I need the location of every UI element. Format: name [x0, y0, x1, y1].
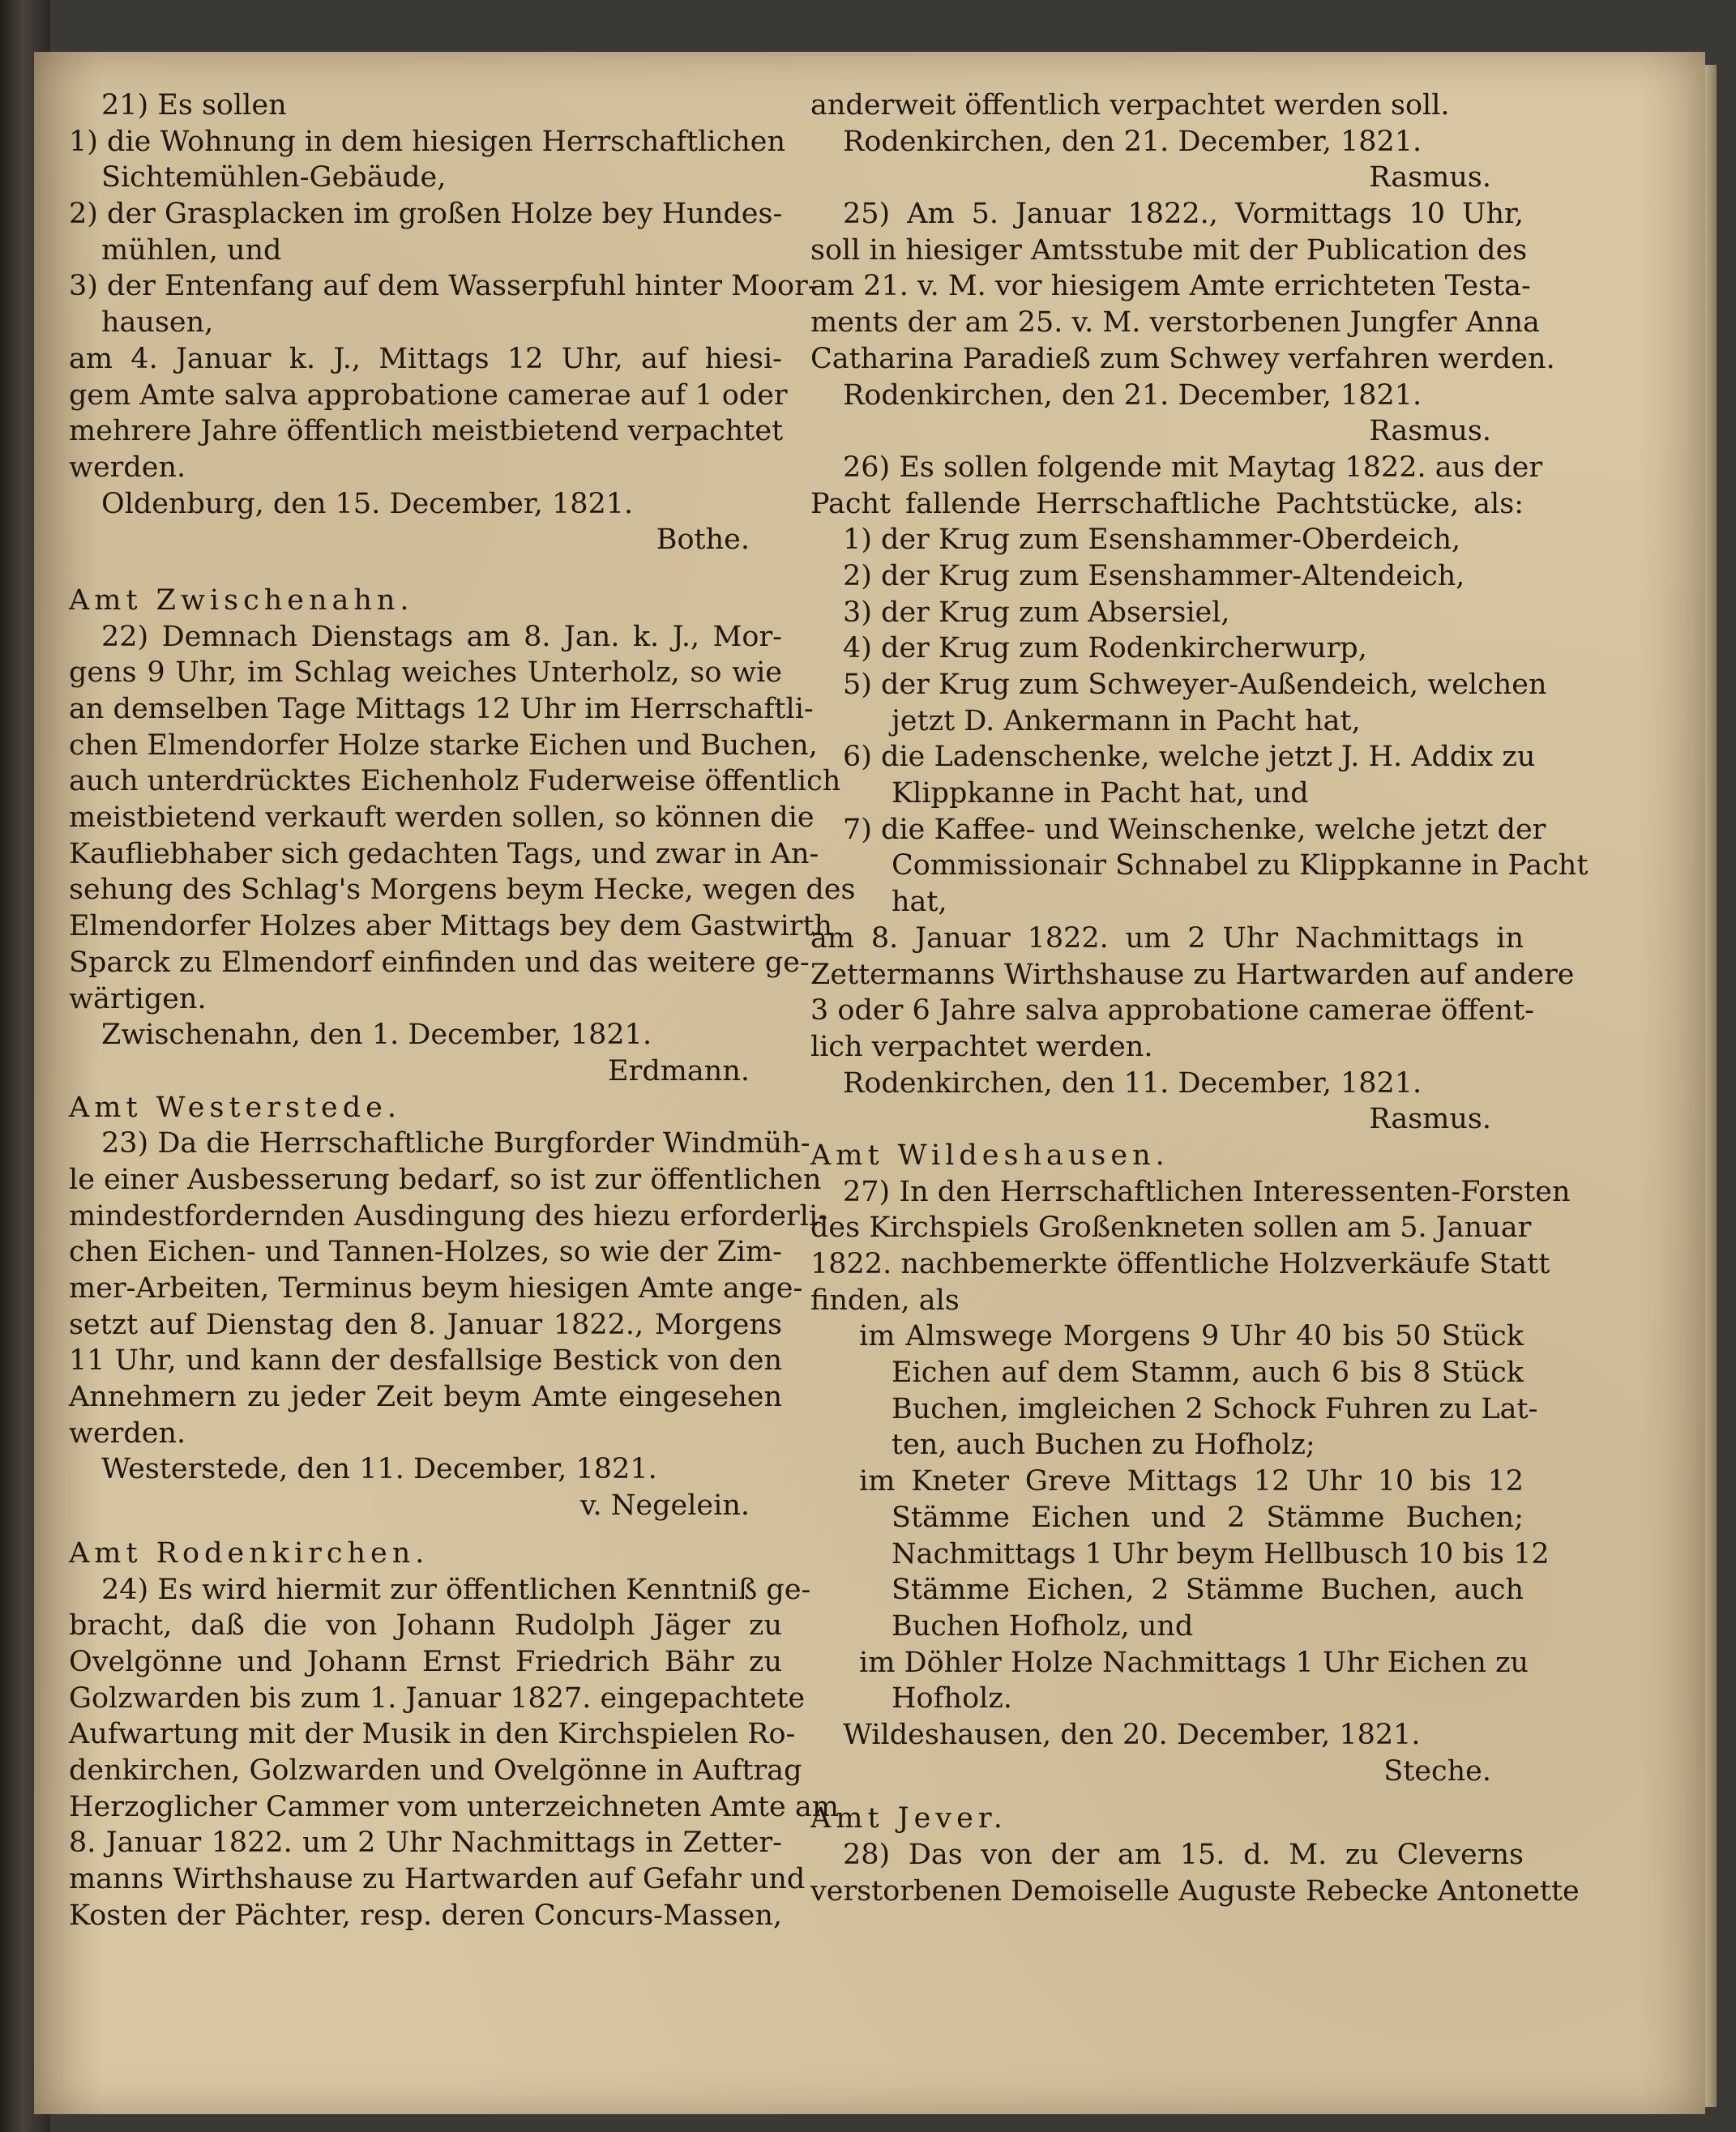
- left-column-line: sehung des Schlag's Morgens beym Hecke, wegen des: [69, 874, 856, 907]
- left-column-line: 21) Es sollen: [101, 89, 287, 122]
- right-column-line: Commissionair Schnabel zu Klippkanne in Pacht: [892, 849, 1588, 882]
- right-column-line: Wildeshausen, den 20. December, 1821.: [843, 1718, 1421, 1751]
- right-column-line: Hofholz.: [892, 1682, 1012, 1715]
- left-column-line: 22) Demnach Dienstags am 8. Jan. k. J., Mor-: [101, 620, 782, 653]
- left-column-line: Kaufliebhaber sich gedachten Tags, und zwar in An-: [69, 837, 819, 870]
- left-column-line: Westerstede, den 11. December, 1821.: [101, 1453, 657, 1486]
- left-column-line: 11 Uhr, und kann der desfallsige Bestick von den: [69, 1344, 782, 1378]
- left-column-line: 2) der Grasplacken im großen Holze bey Hundes-: [69, 198, 783, 231]
- left-column-line: 1) die Wohnung in dem hiesigen Herrschaftlichen: [69, 125, 786, 158]
- right-column-line: anderweit öffentlich verpachtet werden soll.: [810, 89, 1450, 122]
- right-column-line: 7) die Kaffee- und Weinschenke, welche jetzt der: [843, 813, 1546, 846]
- left-column-line: mühlen, und: [101, 233, 282, 267]
- right-column-line: Rodenkirchen, den 11. December, 1821.: [843, 1066, 1422, 1100]
- left-column-line: mindestfordernden Ausdingung des hiezu erforderli-: [69, 1199, 827, 1233]
- right-column-line: ments der am 25. v. M. verstorbenen Jungfer Anna: [810, 306, 1540, 340]
- left-column-line: gens 9 Uhr, im Schlag weiches Unterholz, so wie: [69, 656, 782, 690]
- right-column-line: 28) Das von der am 15. d. M. zu Cleverns: [843, 1839, 1524, 1871]
- right-column-line: soll in hiesiger Amtsstube mit der Publication des: [810, 233, 1528, 267]
- right-column-line: Stämme Eichen und 2 Stämme Buchen;: [892, 1501, 1524, 1534]
- left-column-line: v. Negelein.: [579, 1489, 750, 1523]
- right-column-line: Catharina Paradieß zum Schwey verfahren werden.: [810, 342, 1555, 375]
- right-column-line: Rodenkirchen, den 21. December, 1821.: [843, 125, 1422, 158]
- left-column-line: am 4. Januar k. J., Mittags 12 Uhr, auf hiesi-: [69, 342, 782, 375]
- left-column-line: Erdmann.: [608, 1054, 750, 1087]
- right-column-line: 2) der Krug zum Esenshammer-Altendeich,: [843, 559, 1465, 592]
- right-column-line: Buchen Hofholz, und: [892, 1609, 1194, 1643]
- right-column-line: 3) der Krug zum Absersiel,: [843, 596, 1230, 629]
- right-column-line: Rasmus.: [1369, 1103, 1491, 1136]
- right-column-line: im Almswege Morgens 9 Uhr 40 bis 50 Stück: [859, 1320, 1524, 1353]
- left-column-line: wärtigen.: [69, 982, 207, 1015]
- left-column-line: Aufwartung mit der Musik in den Kirchspielen Ro-: [69, 1718, 796, 1751]
- left-column-line: Amt Westerstede.: [69, 1091, 401, 1124]
- left-column-line: an demselben Tage Mittags 12 Uhr im Herrschaftli-: [69, 693, 814, 725]
- left-column-line: hausen,: [101, 306, 214, 340]
- right-column-line: 3 oder 6 Jahre salva approbatione camerae öffent-: [810, 994, 1534, 1028]
- right-column-line: am 8. Januar 1822. um 2 Uhr Nachmittags in: [810, 921, 1524, 955]
- right-column-line: jetzt D. Ankermann in Pacht hat,: [892, 704, 1361, 737]
- right-column-line: Nachmittags 1 Uhr beym Hellbusch 10 bis 12: [892, 1537, 1550, 1570]
- right-column-line: 4) der Krug zum Rodenkircherwurp,: [843, 632, 1367, 665]
- right-column-line: Buchen, imgleichen 2 Schock Fuhren zu Lat-: [892, 1392, 1538, 1425]
- left-column-line: meistbietend verkauft werden sollen, so können die: [69, 801, 815, 835]
- right-column-line: Amt Jever.: [810, 1802, 1007, 1835]
- left-column-line: 23) Da die Herrschaftliche Burgforder Windmüh-: [101, 1127, 810, 1160]
- right-column-line: 5) der Krug zum Schweyer-Außendeich, welchen: [843, 669, 1547, 701]
- page-edge: [1705, 65, 1717, 2107]
- right-column-line: verstorbenen Demoiselle Auguste Rebecke Antonette: [810, 1874, 1580, 1908]
- left-column-line: bracht, daß die von Johann Rudolph Jäger zu: [69, 1609, 782, 1643]
- right-column-line: Rodenkirchen, den 21. December, 1821.: [843, 378, 1422, 412]
- left-column-line: manns Wirthshause zu Hartwarden auf Gefahr und: [69, 1863, 806, 1895]
- left-column-line: mer-Arbeiten, Terminus beym hiesigen Amte ange-: [69, 1272, 803, 1305]
- right-column-line: finden, als: [810, 1284, 960, 1317]
- right-column-line: [810, 1789, 1524, 1801]
- right-column: [810, 88, 1588, 1909]
- right-column-line: im Kneter Greve Mittags 12 Uhr 10 bis 12: [859, 1465, 1524, 1498]
- right-column-line: 27) In den Herrschaftlichen Interessenten-Forsten: [843, 1175, 1571, 1208]
- right-column-line: im Döhler Holze Nachmittags 1 Uhr Eichen zu: [859, 1646, 1529, 1679]
- right-column-line: 6) die Ladenschenke, welche jetzt J. H. Addix zu: [843, 741, 1536, 774]
- right-column-line: hat,: [892, 886, 947, 919]
- left-column-line: [69, 1524, 782, 1536]
- right-column-line: 25) Am 5. Januar 1822., Vormittags 10 Uhr,: [843, 198, 1524, 231]
- left-column-line: [69, 558, 782, 583]
- right-column-line: lich verpachtet werden.: [810, 1030, 1153, 1063]
- left-column-line: Bothe.: [656, 523, 750, 557]
- left-column-line: auch unterdrücktes Eichenholz Fuderweise öffentlich: [69, 765, 841, 798]
- left-column-line: Herzoglicher Cammer vom unterzeichneten Amte am: [69, 1790, 839, 1823]
- left-column-line: werden.: [69, 451, 186, 484]
- left-column-line: 24) Es wird hiermit zur öffentlichen Kenntniß ge-: [101, 1573, 811, 1606]
- left-column-line: setzt auf Dienstag den 8. Januar 1822., Morgens: [69, 1308, 782, 1341]
- left-column-line: chen Eichen- und Tannen-Holzes, so wie der Zim-: [69, 1236, 782, 1269]
- left-column-line: Sichtemühlen-Gebäude,: [101, 161, 447, 194]
- right-column-line: ten, auch Buchen zu Hofholz;: [892, 1429, 1315, 1462]
- left-column-line: werden.: [69, 1416, 186, 1450]
- right-column-line: des Kirchspiels Großenkneten sollen am 5. Januar: [810, 1211, 1532, 1245]
- left-column-line: Elmendorfer Holzes aber Mittags bey dem Gastwirth: [69, 910, 833, 943]
- right-column-line: Rasmus.: [1369, 415, 1491, 448]
- right-column-line: 26) Es sollen folgende mit Maytag 1822. aus der: [843, 451, 1543, 484]
- right-column-line: Zettermanns Wirthshause zu Hartwarden auf andere: [810, 958, 1575, 991]
- right-column-line: Pacht fallende Herrschaftliche Pachtstücke, als:: [810, 487, 1524, 520]
- right-column-line: 1) der Krug zum Esenshammer-Oberdeich,: [843, 523, 1461, 557]
- left-column-line: Amt Rodenkirchen.: [69, 1536, 430, 1570]
- left-column-line: Amt Zwischenahn.: [69, 583, 414, 617]
- left-column-line: denkirchen, Golzwarden und Ovelgönne in Auftrag: [69, 1754, 802, 1787]
- left-column-line: Ovelgönne und Johann Ernst Friedrich Bähr zu: [69, 1645, 782, 1678]
- left-column-line: mehrere Jahre öffentlich meistbietend verpachtet: [69, 415, 784, 448]
- left-column-line: Golzwarden bis zum 1. Januar 1827. eingepachtete: [69, 1681, 806, 1715]
- left-column: [69, 88, 856, 1933]
- right-column-line: Eichen auf dem Stamm, auch 6 bis 8 Stück: [892, 1357, 1524, 1390]
- right-column-line: Amt Wildeshausen.: [810, 1139, 1169, 1172]
- left-column-line: Zwischenahn, den 1. December, 1821.: [101, 1019, 652, 1052]
- right-column-line: 1822. nachbemerkte öffentliche Holzverkäufe Statt: [810, 1248, 1550, 1280]
- right-column-line: Steche.: [1383, 1754, 1491, 1788]
- left-column-line: 3) der Entenfang auf dem Wasserpfuhl hinter Moor-: [69, 270, 818, 303]
- left-column-line: gem Amte salva approbatione camerae auf 1 oder: [69, 378, 788, 412]
- right-column-line: Stämme Eichen, 2 Stämme Buchen, auch: [892, 1574, 1524, 1607]
- left-column-line: Annehmern zu jeder Zeit beym Amte eingesehen: [69, 1381, 782, 1414]
- right-column-line: Rasmus.: [1369, 161, 1491, 194]
- right-column-line: am 21. v. M. vor hiesigem Amte errichteten Testa-: [810, 270, 1531, 303]
- left-column-line: 8. Januar 1822. um 2 Uhr Nachmittags in Zetter-: [69, 1827, 782, 1860]
- left-column-line: Sparck zu Elmendorf einfinden und das weitere ge-: [69, 946, 810, 979]
- left-column-line: Kosten der Pächter, resp. deren Concurs-Massen,: [69, 1899, 782, 1932]
- right-column-line: Klippkanne in Pacht hat, und: [892, 777, 1309, 810]
- left-column-line: chen Elmendorfer Holze starke Eichen und Buchen,: [69, 728, 818, 762]
- left-column-line: le einer Ausbesserung bedarf, so ist zur öffentlichen: [69, 1163, 822, 1196]
- left-column-line: Oldenburg, den 15. December, 1821.: [101, 487, 634, 520]
